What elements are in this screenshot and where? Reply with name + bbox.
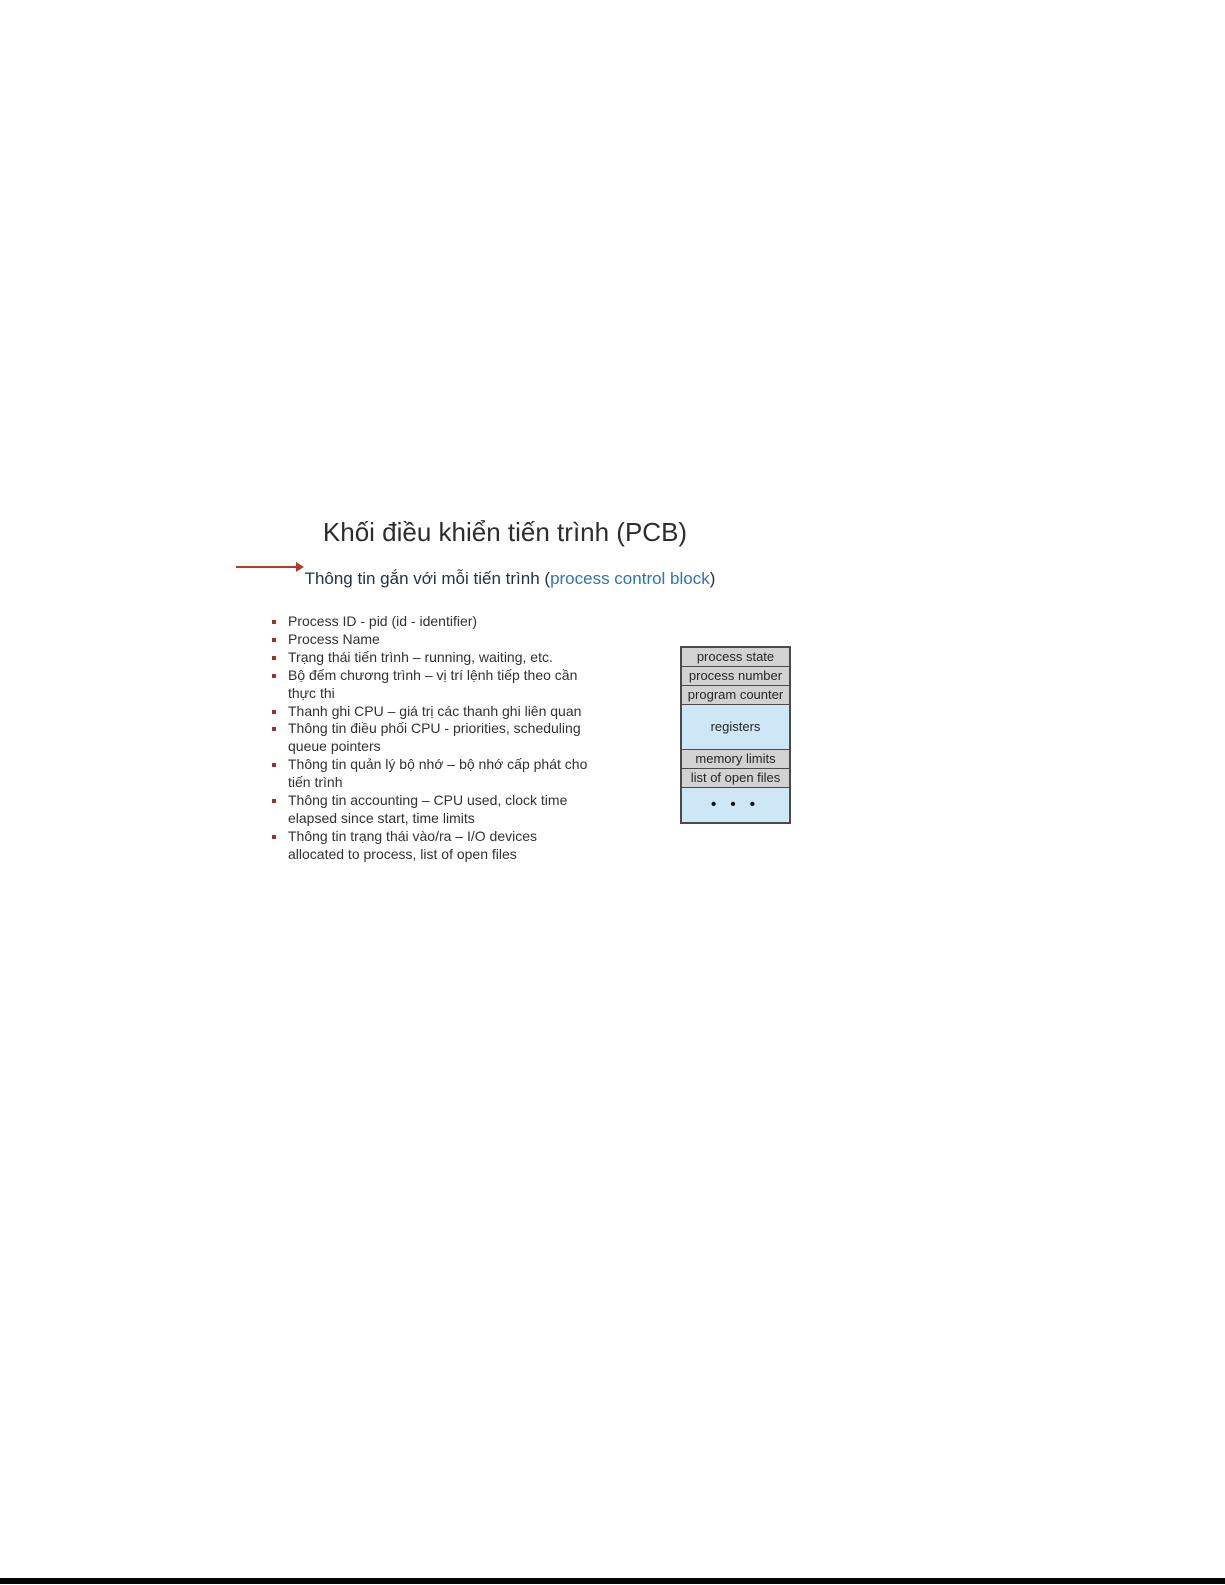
pcb-row-process-state: process state bbox=[682, 648, 789, 666]
bullet-item bbox=[270, 703, 592, 721]
subtitle-suffix: ) bbox=[709, 569, 716, 588]
bullet-item bbox=[270, 667, 592, 703]
bullet-square-icon bbox=[272, 656, 276, 660]
pcb-row-ellipsis: • • • bbox=[682, 787, 789, 822]
bullet-square-icon bbox=[272, 674, 276, 678]
bullet-item bbox=[270, 828, 592, 864]
bullet-text: Bộ đếm chương trình – vị trí lệnh tiếp theo cần thực thi bbox=[288, 666, 578, 701]
bullet-text: Thanh ghi CPU – giá trị các thanh ghi liên quan bbox=[288, 702, 582, 719]
bullet-text: Thông tin accounting – CPU used, clock time elapsed since start, time limits bbox=[288, 792, 568, 826]
subtitle-prefix: Thông tin gắn với mỗi tiến trình ( bbox=[304, 569, 551, 588]
bullet-item bbox=[270, 720, 592, 756]
bullet-text: Process ID - pid (id - identifier) bbox=[288, 613, 478, 629]
pcb-row-registers: registers bbox=[682, 704, 789, 749]
bullet-text: Process Name bbox=[288, 630, 380, 647]
bullet-square-icon bbox=[272, 710, 276, 714]
red-arrow-shaft bbox=[236, 566, 296, 568]
bullet-item bbox=[270, 792, 592, 828]
bullet-text: Thông tin điều phối CPU - priorities, scheduling queue pointers bbox=[288, 720, 581, 755]
bottom-black-bar bbox=[0, 1578, 1225, 1584]
bullet-item bbox=[270, 649, 592, 667]
slide-subtitle bbox=[225, 569, 795, 589]
bullet-square-icon bbox=[272, 620, 276, 624]
bullet-text: Thông tin trạng thái vào/ra – I/O devices allocated to process, list of open files bbox=[288, 827, 538, 862]
pcb-row-memory-limits: memory limits bbox=[682, 749, 789, 768]
pcb-row-list-of-open-files: list of open files bbox=[682, 768, 789, 787]
bullet-item bbox=[270, 613, 592, 631]
bullet-item bbox=[270, 756, 592, 792]
pcb-row-process-number: process number bbox=[682, 666, 789, 685]
bullet-list bbox=[270, 613, 592, 864]
pcb-diagram bbox=[680, 646, 791, 824]
bullet-square-icon bbox=[272, 835, 276, 839]
bullet-item bbox=[270, 631, 592, 649]
bullet-square-icon bbox=[272, 799, 276, 803]
bullet-square-icon bbox=[272, 763, 276, 767]
bullet-text: Thông tin quản lý bộ nhớ – bộ nhớ cấp phát cho tiến trình bbox=[288, 756, 588, 791]
bullet-square-icon bbox=[272, 638, 276, 642]
slide-title: Khối điều khiển tiến trình (PCB) bbox=[322, 517, 688, 547]
bullet-text: Trạng thái tiến trình – running, waiting, etc. bbox=[288, 648, 553, 665]
bullet-square-icon bbox=[272, 727, 276, 731]
subtitle-highlight: process control block bbox=[550, 569, 710, 588]
pcb-row-program-counter: program counter bbox=[682, 685, 789, 704]
